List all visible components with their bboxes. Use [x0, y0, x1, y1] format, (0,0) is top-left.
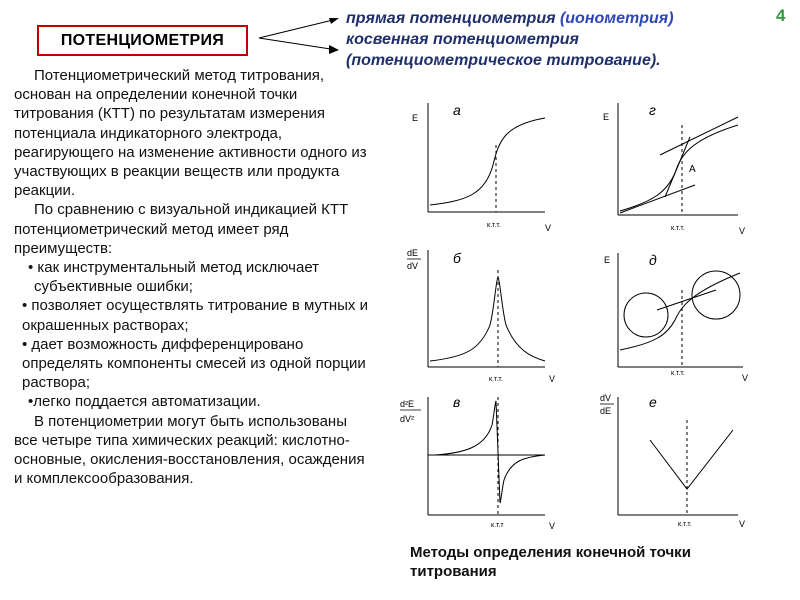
graph-g-point: A [689, 164, 696, 175]
graph-e-curve [650, 430, 733, 489]
bullet-3: • дает возможность дифференцировано определять компоненты смесей из одной порции раствора; [22, 335, 366, 392]
graphs-panel [395, 85, 775, 545]
heading-line1: прямая потенциометрия [346, 10, 560, 27]
figure-caption: Методы определения конечной точки титрования [410, 544, 691, 580]
page-number: 4 [776, 6, 786, 25]
graph-v-curve [435, 401, 545, 503]
graph-d-xlabel: V [742, 373, 749, 383]
graph-g-xlabel: V [739, 226, 746, 236]
graph-v-xlabel: V [549, 521, 556, 531]
graph-d-circle-left [624, 293, 668, 337]
paragraph-3: В потенциометрии могут быть использованы все четыре типа химических реакций: кислотно-основные, окисления-восстановления, осаждения и комплексообразования. [14, 412, 365, 488]
arrows [255, 10, 345, 60]
body-text [14, 66, 374, 488]
graph-g-tangent-lower [620, 185, 695, 213]
graph-g-curve [620, 125, 738, 211]
graph-d-ylabel: E [604, 255, 611, 265]
graph-e-xlabel: V [739, 519, 746, 529]
graph-a-kt: к.т.т. [487, 222, 501, 229]
graph-g-tangent-upper [660, 117, 738, 155]
graph-b-ylabel-top: dE [407, 248, 419, 258]
graph-g-letter: г [649, 102, 656, 118]
graph-e-ylabel-top: dV [600, 393, 612, 403]
graph-d-connector [657, 290, 716, 310]
graph-b-xlabel: V [549, 374, 556, 384]
bullet-4: •легко поддается автоматизации. [28, 393, 261, 411]
graph-e-kt: к.т.т. [678, 521, 692, 528]
arrow-lower [259, 38, 337, 50]
graph-v-kt: к.т.т [491, 522, 504, 529]
graph-d-curve [620, 273, 740, 350]
paragraph-2: По сравнению с визуальной индикацией КТТ потенциометрический метод имеет ряд преимуществ: [14, 201, 349, 257]
graph-b-kt: к.т.т. [489, 376, 503, 383]
graph-g-ylabel: E [603, 112, 610, 122]
graph-b-curve [430, 277, 545, 361]
bullet-2: • позволяет осуществлять титрование в мутных и окрашенных растворах; [22, 297, 368, 334]
graph-v [428, 397, 545, 515]
graph-g [618, 103, 738, 215]
graph-d-circle-right [692, 271, 740, 319]
graph-e-ylabel-bottom: dE [600, 406, 612, 416]
paragraph-1: Потенциометрический метод титрования, основан на определении конечной точки титрования (КТТ) по результатам измерения потенциала индикаторного электрода, реагирующего на изменение активности одного из участвующих в реакции веществ или продукта реакции. [14, 67, 367, 200]
graph-a-xlabel: V [545, 223, 552, 233]
title-box: ПОТЕНЦИОМЕТРИЯ [37, 25, 248, 56]
heading [346, 8, 736, 71]
graph-v-letter: в [453, 394, 461, 410]
graph-e-letter: е [649, 394, 657, 410]
graph-v-ylabel-bottom: dV² [400, 414, 415, 424]
graph-d-letter: д [649, 252, 657, 268]
graph-a-curve [430, 118, 545, 205]
graph-d-kt: к.т.т. [671, 370, 685, 377]
graph-b-letter: б [453, 250, 461, 266]
bullet-1: • как инструментальный метод исключает субъективные ошибки; [28, 259, 320, 296]
arrow-upper [259, 19, 337, 38]
graph-v-ylabel-top: d²E [400, 399, 415, 409]
heading-line3: (потенциометрическое титрование). [346, 52, 661, 69]
graph-a [428, 103, 545, 212]
graph-d [618, 253, 743, 367]
graph-e [618, 397, 738, 515]
graph-a-ylabel: E [412, 113, 419, 123]
heading-line2: косвенная потенциометрия [346, 31, 579, 48]
heading-line1-paren: (ионометрия) [559, 10, 674, 27]
graph-b-ylabel-bottom: dV [407, 261, 419, 271]
graph-a-letter: а [453, 102, 461, 118]
graph-b [428, 250, 545, 367]
graph-g-kt: к.т.т. [671, 225, 685, 232]
